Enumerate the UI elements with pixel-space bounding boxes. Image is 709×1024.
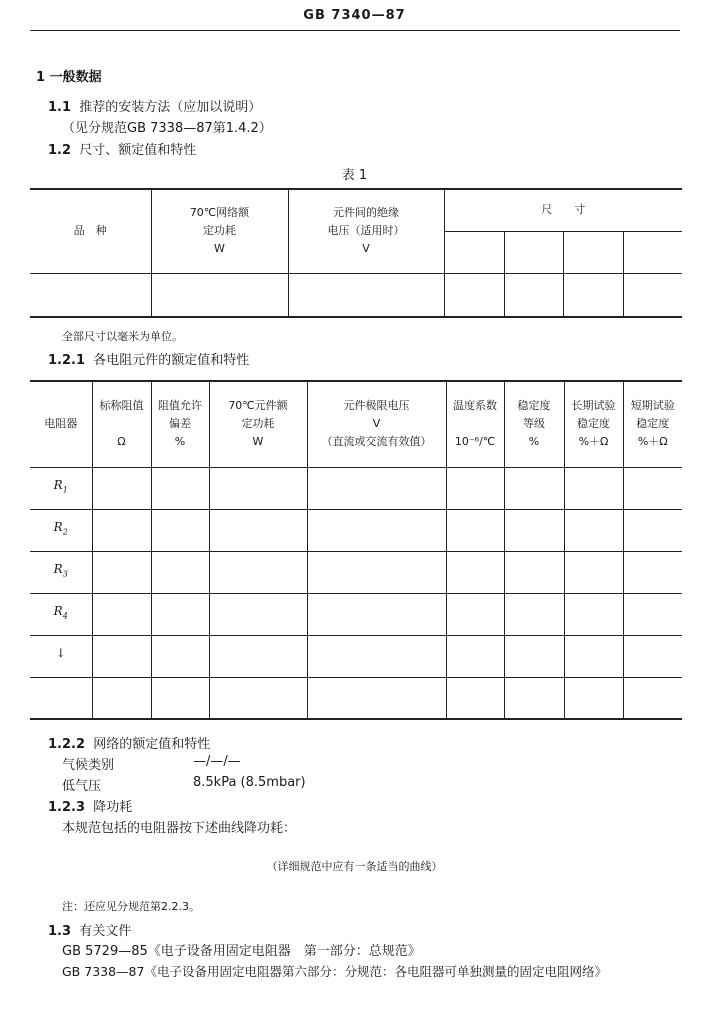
table2-row	[30, 635, 682, 677]
table2-cell	[307, 467, 446, 509]
table2-cell	[92, 593, 151, 635]
table2-cell	[623, 593, 682, 635]
table2-cell	[92, 551, 151, 593]
low-pressure-label: 低气压	[62, 779, 102, 794]
table2-cell	[623, 467, 682, 509]
table2-cell	[564, 467, 623, 509]
table2-cell	[209, 593, 307, 635]
table2-cell	[504, 509, 564, 551]
section-1-1-heading: 1.1 推荐的安装方法（应加以说明）	[48, 100, 262, 115]
note-text: 注：还应见分规范第2.2.3。	[62, 900, 200, 913]
table1-cell	[151, 273, 288, 317]
table2-cell	[623, 677, 682, 719]
table1-cell	[288, 273, 444, 317]
table1-dim-cell	[623, 231, 682, 273]
table2-cell	[307, 593, 446, 635]
table1-cell	[30, 273, 151, 317]
table2-row-label: $R_3$	[30, 551, 92, 593]
table1-cell	[444, 273, 504, 317]
table2-row-label: $R_1$	[30, 467, 92, 509]
table2-header-limit-voltage: 元件极限电压 V （直流或交流有效值）	[307, 381, 446, 467]
table2-cell	[504, 677, 564, 719]
table2-cell	[564, 509, 623, 551]
table2-header-power: 70℃元件额 定功耗 W	[209, 381, 307, 467]
table2-cell	[564, 593, 623, 635]
derating-text: 本规范包括的电阻器按下述曲线降功耗：	[62, 821, 297, 836]
reference-1: GB 5729—85《电子设备用固定电阻器 第一部分：总规范》	[62, 944, 421, 959]
table2-row-label	[30, 677, 92, 719]
table1-dim-cell	[444, 231, 504, 273]
table2-header-resistor: 电阻器	[30, 381, 92, 467]
table1-cell	[563, 273, 623, 317]
table1-header-insulation: 元件间的绝缘 电压（适用时） V	[288, 189, 444, 273]
table2-cell	[209, 551, 307, 593]
table2-cell	[504, 467, 564, 509]
table2-cell	[307, 635, 446, 677]
table1-header-dimensions: 尺 寸	[444, 189, 682, 231]
table2-cell	[307, 551, 446, 593]
table2-cell	[504, 593, 564, 635]
table2-cell	[564, 551, 623, 593]
table1-caption: 表 1	[341, 168, 368, 183]
table2-cell	[151, 467, 209, 509]
table2-cell	[446, 635, 504, 677]
table2-cell	[307, 677, 446, 719]
table1-dim-cell	[563, 231, 623, 273]
table2-cell	[92, 635, 151, 677]
section-1-1-reference: （见分规范GB 7338—87第1.4.2）	[62, 121, 272, 136]
table1-cell	[623, 273, 682, 317]
table2-cell	[151, 509, 209, 551]
table2-row-label: $R_4$	[30, 593, 92, 635]
table2-header-stability-class: 稳定度 等级 %	[504, 381, 564, 467]
table2-cell	[446, 509, 504, 551]
table2-cell	[504, 635, 564, 677]
table2-cell	[446, 677, 504, 719]
table2-row	[30, 467, 682, 509]
table2-cell	[504, 551, 564, 593]
table2-cell	[151, 635, 209, 677]
table2-header-short-term: 短期试验 稳定度 %＋Ω	[623, 381, 682, 467]
table2-header-tolerance: 阻值允许 偏差 %	[151, 381, 209, 467]
table1-note: 全部尺寸以毫米为单位。	[62, 330, 183, 343]
table2-cell	[446, 467, 504, 509]
table2-cell	[564, 677, 623, 719]
table1-dim-cell	[504, 231, 563, 273]
section-1-2-3-heading: 1.2.3 降功耗	[48, 800, 133, 815]
table2-cell	[209, 467, 307, 509]
climate-category-label: 气候类别	[62, 758, 115, 773]
table2-cell	[92, 467, 151, 509]
table2-header-nominal: 标称阻值 Ω	[92, 381, 151, 467]
climate-category-value: —/—/—	[193, 754, 241, 769]
table2-cell	[151, 593, 209, 635]
table1-header-power: 70℃网络额 定功耗 W	[151, 189, 288, 273]
table2-header-long-term: 长期试验 稳定度 %＋Ω	[564, 381, 623, 467]
table2-cell	[307, 509, 446, 551]
low-pressure-value: 8.5kPa (8.5mbar)	[193, 775, 306, 790]
table2-row	[30, 593, 682, 635]
table2-row-label: $R_2$	[30, 509, 92, 551]
table2-cell	[623, 551, 682, 593]
table-1	[30, 188, 682, 318]
table2-cell	[92, 677, 151, 719]
table1-header-variety: 品 种	[30, 189, 151, 273]
table1-cell	[504, 273, 563, 317]
table2-row-label: ↓	[30, 635, 92, 677]
table2-cell	[623, 509, 682, 551]
section-1-3-heading: 1.3 有关文件	[48, 924, 132, 939]
table2-cell	[446, 593, 504, 635]
table-2	[30, 380, 682, 720]
table2-cell	[209, 635, 307, 677]
table2-row	[30, 677, 682, 719]
table2-row	[30, 509, 682, 551]
section-1-heading: 1 一般数据	[36, 70, 102, 85]
table2-cell	[209, 677, 307, 719]
table2-cell	[92, 509, 151, 551]
reference-2: GB 7338—87《电子设备用固定电阻器第六部分：分规范：各电阻器可单独测量的固定电阻网络》	[62, 964, 607, 979]
table2-cell	[564, 635, 623, 677]
table2-row	[30, 551, 682, 593]
table2-cell	[623, 635, 682, 677]
section-1-2-heading: 1.2 尺寸、额定值和特性	[48, 143, 197, 158]
document-header: GB 7340—87	[303, 8, 406, 23]
curve-placeholder: （详细规范中应有一条适当的曲线）	[266, 860, 443, 873]
table2-cell	[209, 509, 307, 551]
table2-cell	[446, 551, 504, 593]
section-1-2-1-heading: 1.2.1 各电阻元件的额定值和特性	[48, 353, 250, 368]
section-1-2-2-heading: 1.2.2 网络的额定值和特性	[48, 737, 211, 752]
header-rule	[30, 30, 680, 31]
table2-cell	[151, 551, 209, 593]
table2-header-temp-coeff: 温度系数 10⁻⁶/℃	[446, 381, 504, 467]
table2-cell	[151, 677, 209, 719]
